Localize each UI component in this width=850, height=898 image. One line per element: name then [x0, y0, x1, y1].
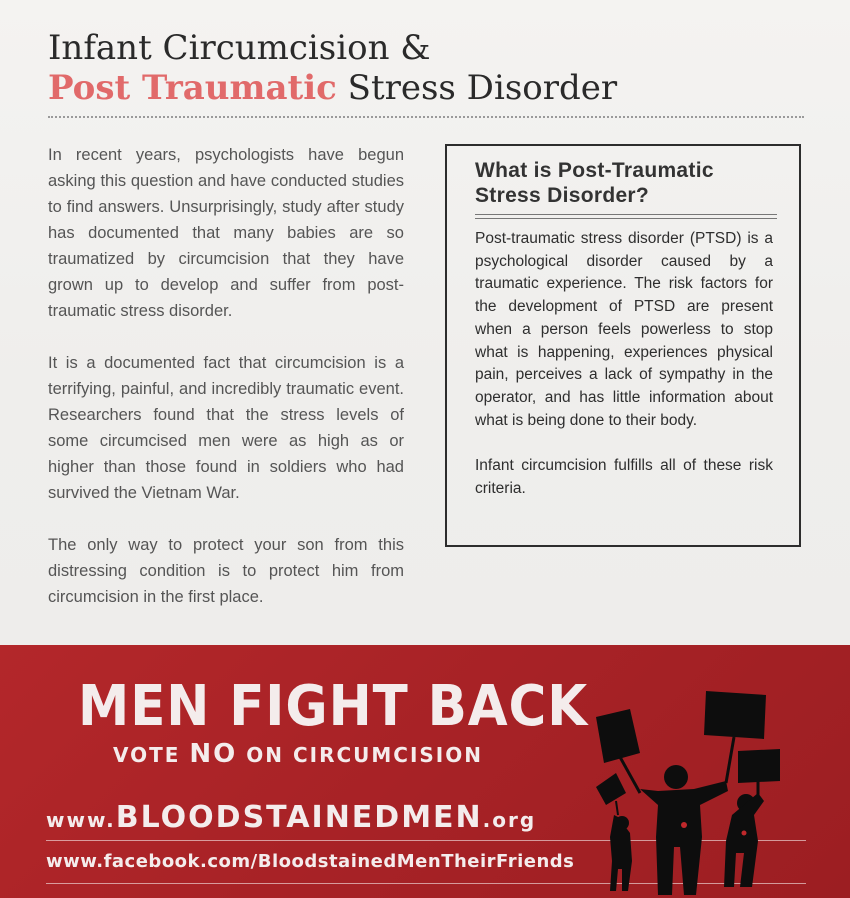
vote-no: NO [189, 739, 238, 769]
vote-pre: VOTE [113, 743, 190, 767]
website-link[interactable] [46, 800, 536, 835]
protest-silhouette-icon [588, 665, 788, 897]
facebook-link[interactable]: www.facebook.com/BloodstainedMenTheirFriends [46, 851, 575, 872]
sidebar-body [475, 228, 773, 523]
campaign-banner [0, 645, 850, 898]
sidebar-rule [475, 214, 777, 219]
article-paragraph: The only way to protect your son from this distressing condition is to protect him from circumcision in the first place. [48, 536, 404, 606]
page-title [48, 28, 617, 108]
banner-headline: MEN FIGHT BACK [78, 674, 589, 739]
dotted-divider [48, 116, 804, 118]
site-name: BLOODSTAINEDMEN [115, 800, 483, 835]
article-body [48, 142, 404, 636]
sidebar-paragraph: Infant circumcision fulfills all of these risk criteria. [475, 457, 773, 497]
title-rest: Stress Disorder [336, 68, 618, 108]
ptsd-sidebar-box [445, 144, 801, 547]
title-accent: Post Traumatic [48, 68, 337, 108]
sidebar-title: What is Post-Traumatic Stress Disorder? [475, 159, 714, 207]
title-line1: Infant Circumcision & [48, 28, 431, 68]
vote-slogan [113, 741, 483, 768]
article-paragraph: It is a documented fact that circumcision is a terrifying, painful, and incredibly traumatic event. Researchers found that the stress levels of some circumcised men were as high as or higher than those found in soldiers who had survived the Vietnam War. [48, 354, 404, 502]
article-paragraph: In recent years, psychologists have begun asking this question and have conducted studies to find answers. Unsurprisingly, study after study has documented that many babies are so traumatized by circumcision that they have grown up to develop and suffer from post-traumatic stress disorder. [48, 146, 404, 320]
vote-post: ON CIRCUMCISION [237, 743, 483, 767]
sidebar-paragraph: Post-traumatic stress disorder (PTSD) is a psychological disorder caused by a traumatic experience. The risk factors for the development of PTSD are present when a person feels powerless to stop what is happening, experiences physical pain, perceives a lack of sympathy in the operator, and has little information about what is being done to their body. [475, 230, 773, 429]
site-suffix: .org [482, 808, 537, 832]
site-prefix: www. [46, 808, 116, 832]
